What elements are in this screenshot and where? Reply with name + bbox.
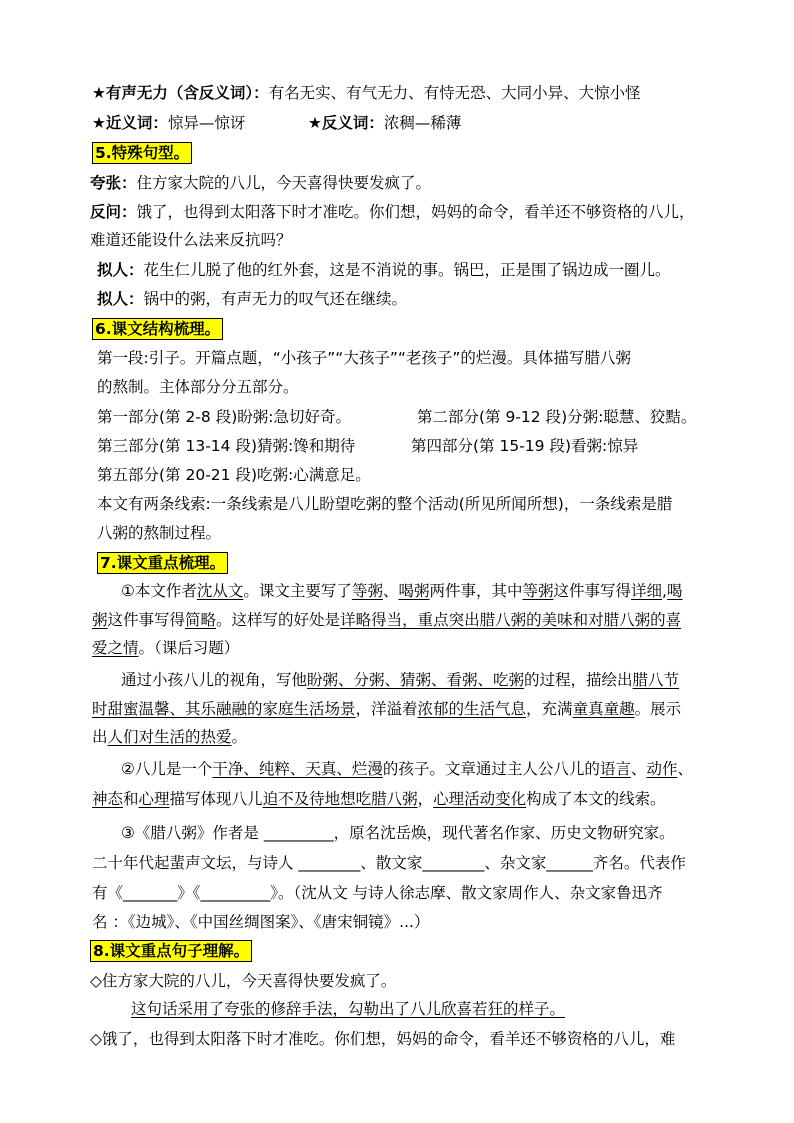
underlined-term: 时甜蜜温馨、其乐融融的家庭生活场景 — [92, 700, 356, 718]
clue-text-1: 本文有两条线索:一条线索是八儿盼望吃粥的整个活动(所见所闻所想)，一条线索是腊 — [97, 495, 673, 513]
text: 。这样写的好处是 — [216, 611, 341, 629]
underlined-term: 粥 — [92, 611, 108, 629]
underlined-term: 迫不及待地想吃腊八粥 — [262, 790, 418, 808]
section-5-heading — [92, 142, 192, 164]
text: 的过程，描绘出 — [524, 671, 633, 689]
underlined-term: 浓郁的生活气息 — [417, 700, 527, 718]
section-5-title: 5.特殊句型。 — [92, 142, 192, 164]
underlined-term: 语言 — [599, 760, 631, 778]
key-para-2-line-1 — [121, 669, 679, 691]
niren-text-1: 花生仁儿脱了他的红外套，这是不消说的事。锅巴，正是围了锅边成一圈儿。 — [143, 261, 671, 279]
section-6-title: 6.课文结构梳理。 — [92, 318, 223, 340]
text: 出 — [92, 728, 108, 746]
fanwen-line — [90, 201, 695, 223]
key-para-1-line-2 — [92, 609, 681, 631]
clue-line-1 — [97, 493, 672, 515]
answer-text: 名 ：《边城》、《中国丝绸图案》、《唐宋铜镜》...） — [92, 913, 430, 931]
niren-text-2: 锅中的粥，有声无力的叹气还在继续。 — [143, 290, 408, 308]
author-name: 沈从文 — [196, 582, 244, 600]
underlined-term: 干净、纯粹、天真、烂漫 — [212, 760, 383, 778]
underlined-term: 腊八节 — [632, 671, 680, 689]
part-4 — [411, 435, 638, 457]
key-para-1-line-1 — [121, 580, 683, 602]
part-4-text: 第四部分(第 15-19 段)看粥:惊异 — [411, 437, 639, 455]
underlined-term: 爱之情 — [92, 639, 139, 657]
underlined-term: 等粥 — [522, 582, 554, 600]
idiom-heading: ★有声无力（含反义词）： — [92, 84, 269, 102]
structure-para-1 — [97, 347, 631, 369]
antonym-value: 浓稠—稀薄 — [383, 114, 462, 132]
section-6-heading — [92, 318, 223, 340]
text: 和 — [123, 790, 139, 808]
antonym-label: ★反义词： — [308, 114, 384, 132]
niren-label-1: 拟人： — [97, 261, 144, 279]
sentence-q2 — [90, 1028, 675, 1050]
idiom-items: 有名无实、有气无力、有恃无恐、大同小异、大惊小怪 — [268, 84, 641, 102]
part-1 — [97, 406, 351, 428]
sentence-q1 — [90, 970, 396, 992]
underlined-term: 心理 — [138, 790, 170, 808]
text: ， — [417, 790, 434, 808]
text: 描写体现八儿 — [169, 790, 263, 808]
text: 、 — [382, 582, 399, 600]
fanwen-line-2 — [90, 229, 292, 251]
key-para-2-line-3 — [92, 726, 247, 748]
text: ，洋溢着 — [355, 700, 418, 718]
text: 。展示 — [634, 700, 682, 718]
structure-text-1: 第一段:引子。开篇点题，“小孩子”“大孩子”“老孩子”的烂漫。具体描写腊八粥 — [97, 349, 631, 367]
question-text: ◇饿了，也得到太阳落下时才准吃。你们想，妈妈的命令，看羊还不够资格的八儿，难 — [90, 1030, 676, 1048]
fanwen-text-2: 难道还能设什么法来反抗吗？ — [90, 231, 292, 249]
text: 、 — [677, 760, 693, 778]
niren-line-2 — [97, 288, 407, 310]
niren-label-2: 拟人： — [97, 290, 144, 308]
underlined-term: 动作 — [646, 760, 678, 778]
text: 。课文主要写了 — [243, 582, 352, 600]
text: 这件事写得 — [553, 582, 632, 600]
key-para-4-line-4 — [92, 911, 429, 933]
key-para-4-line-2 — [92, 852, 686, 874]
structure-para-1b — [97, 376, 299, 398]
underlined-term: 神态 — [92, 790, 124, 808]
sentence-a1 — [131, 998, 565, 1020]
kuazhang-line — [90, 172, 431, 194]
text: 通过小孩八儿的视角，写他 — [121, 671, 308, 689]
part-2-text: 第二部分(第 9-12 段)分粥:聪慧、狡黠。 — [417, 408, 697, 426]
part-2 — [417, 406, 696, 428]
section-7-title: 7.课文重点梳理。 — [97, 552, 228, 574]
underlined-term: 详略得当，重点突出腊八粥的美味和对腊八粥的喜 — [340, 611, 682, 629]
part-5-text: 第五部分(第 20-21 段)吃粥:心满意足。 — [97, 466, 371, 484]
answer-text: 这句话采用了夸张的修辞手法，勾勒出了八儿欣喜若狂的样子。 — [131, 1000, 566, 1018]
fill-blank-text: 有《_______》《_________》。（沈从文 与诗人徐志摩、散文家周作人、杂文家鲁迅齐 — [92, 884, 663, 902]
text: , — [662, 582, 667, 600]
text: 、 — [630, 760, 647, 778]
key-para-1-line-3 — [92, 637, 239, 659]
section-8-title: 8.课文重点句子理解。 — [90, 940, 252, 962]
synonym-value: 惊异—惊讶 — [167, 114, 246, 132]
underlined-term: 详细 — [631, 582, 663, 600]
underlined-term: 人们对生活的热爱 — [107, 728, 232, 746]
text: 这件事写得 — [107, 611, 186, 629]
text: ①本文作者 — [121, 582, 197, 600]
text: 。（课后习题） — [138, 639, 240, 657]
text: ，充满 — [526, 700, 573, 718]
underlined-term: 童真童趣 — [572, 700, 635, 718]
section-8-heading — [90, 940, 252, 962]
text: 两件事，其中 — [429, 582, 523, 600]
fanwen-text: 饿了，也得到太阳落下时才准吃。你们想，妈妈的命令，看羊还不够资格的八儿， — [136, 203, 695, 221]
key-para-3-line-1 — [121, 758, 693, 780]
part-3 — [97, 435, 355, 457]
kuazhang-text: 住方家大院的八儿，今天喜得快要发疯了。 — [136, 174, 432, 192]
key-para-2-line-2 — [92, 698, 681, 720]
text: 。 — [231, 728, 248, 746]
antonym-line — [308, 112, 461, 134]
idiom-line — [92, 82, 641, 104]
section-7-heading — [97, 552, 228, 574]
text: 构成了本文的线索。 — [526, 790, 666, 808]
part-1-text: 第一部分(第 2-8 段)盼粥:急切好奇。 — [97, 408, 351, 426]
clue-line-2 — [97, 522, 221, 544]
structure-text-1b: 的熬制。主体部分分五部分。 — [97, 378, 299, 396]
clue-text-2: 八粥的熬制过程。 — [97, 524, 222, 542]
part-3-text: 第三部分(第 13-14 段)猜粥:馋和期待 — [97, 437, 356, 455]
question-text: ◇住方家大院的八儿，今天喜得快要发疯了。 — [90, 972, 397, 990]
fill-blank-text: ③《腊八粥》作者是 _________，原名沈岳焕，现代著名作家、历史文物研究家。 — [121, 824, 675, 842]
key-para-4-line-1 — [121, 822, 675, 844]
key-para-3-line-2 — [92, 788, 666, 810]
synonym-label: ★近义词： — [92, 114, 168, 132]
underlined-term: 喝粥 — [398, 582, 430, 600]
underlined-term: 简略 — [185, 611, 217, 629]
kuazhang-label: 夸张： — [90, 174, 137, 192]
fanwen-label: 反问： — [90, 203, 137, 221]
underlined-term: 盼粥、分粥、猜粥、看粥、吃粥 — [307, 671, 525, 689]
part-5 — [97, 464, 371, 486]
underlined-term: 心理活动变化 — [433, 790, 527, 808]
fill-blank-text: 二十年代起蜚声文坛，与诗人 ________、散文家________、杂文家______齐名。代表作 — [92, 854, 686, 872]
text: 的孩子。文章通过主人公八儿的 — [382, 760, 600, 778]
text: ②八儿是一个 — [121, 760, 213, 778]
underlined-term: 等粥 — [351, 582, 383, 600]
synonym-line — [92, 112, 245, 134]
key-para-4-line-3 — [92, 882, 663, 904]
niren-line-1 — [97, 259, 671, 281]
underlined-term: 喝 — [666, 582, 683, 600]
